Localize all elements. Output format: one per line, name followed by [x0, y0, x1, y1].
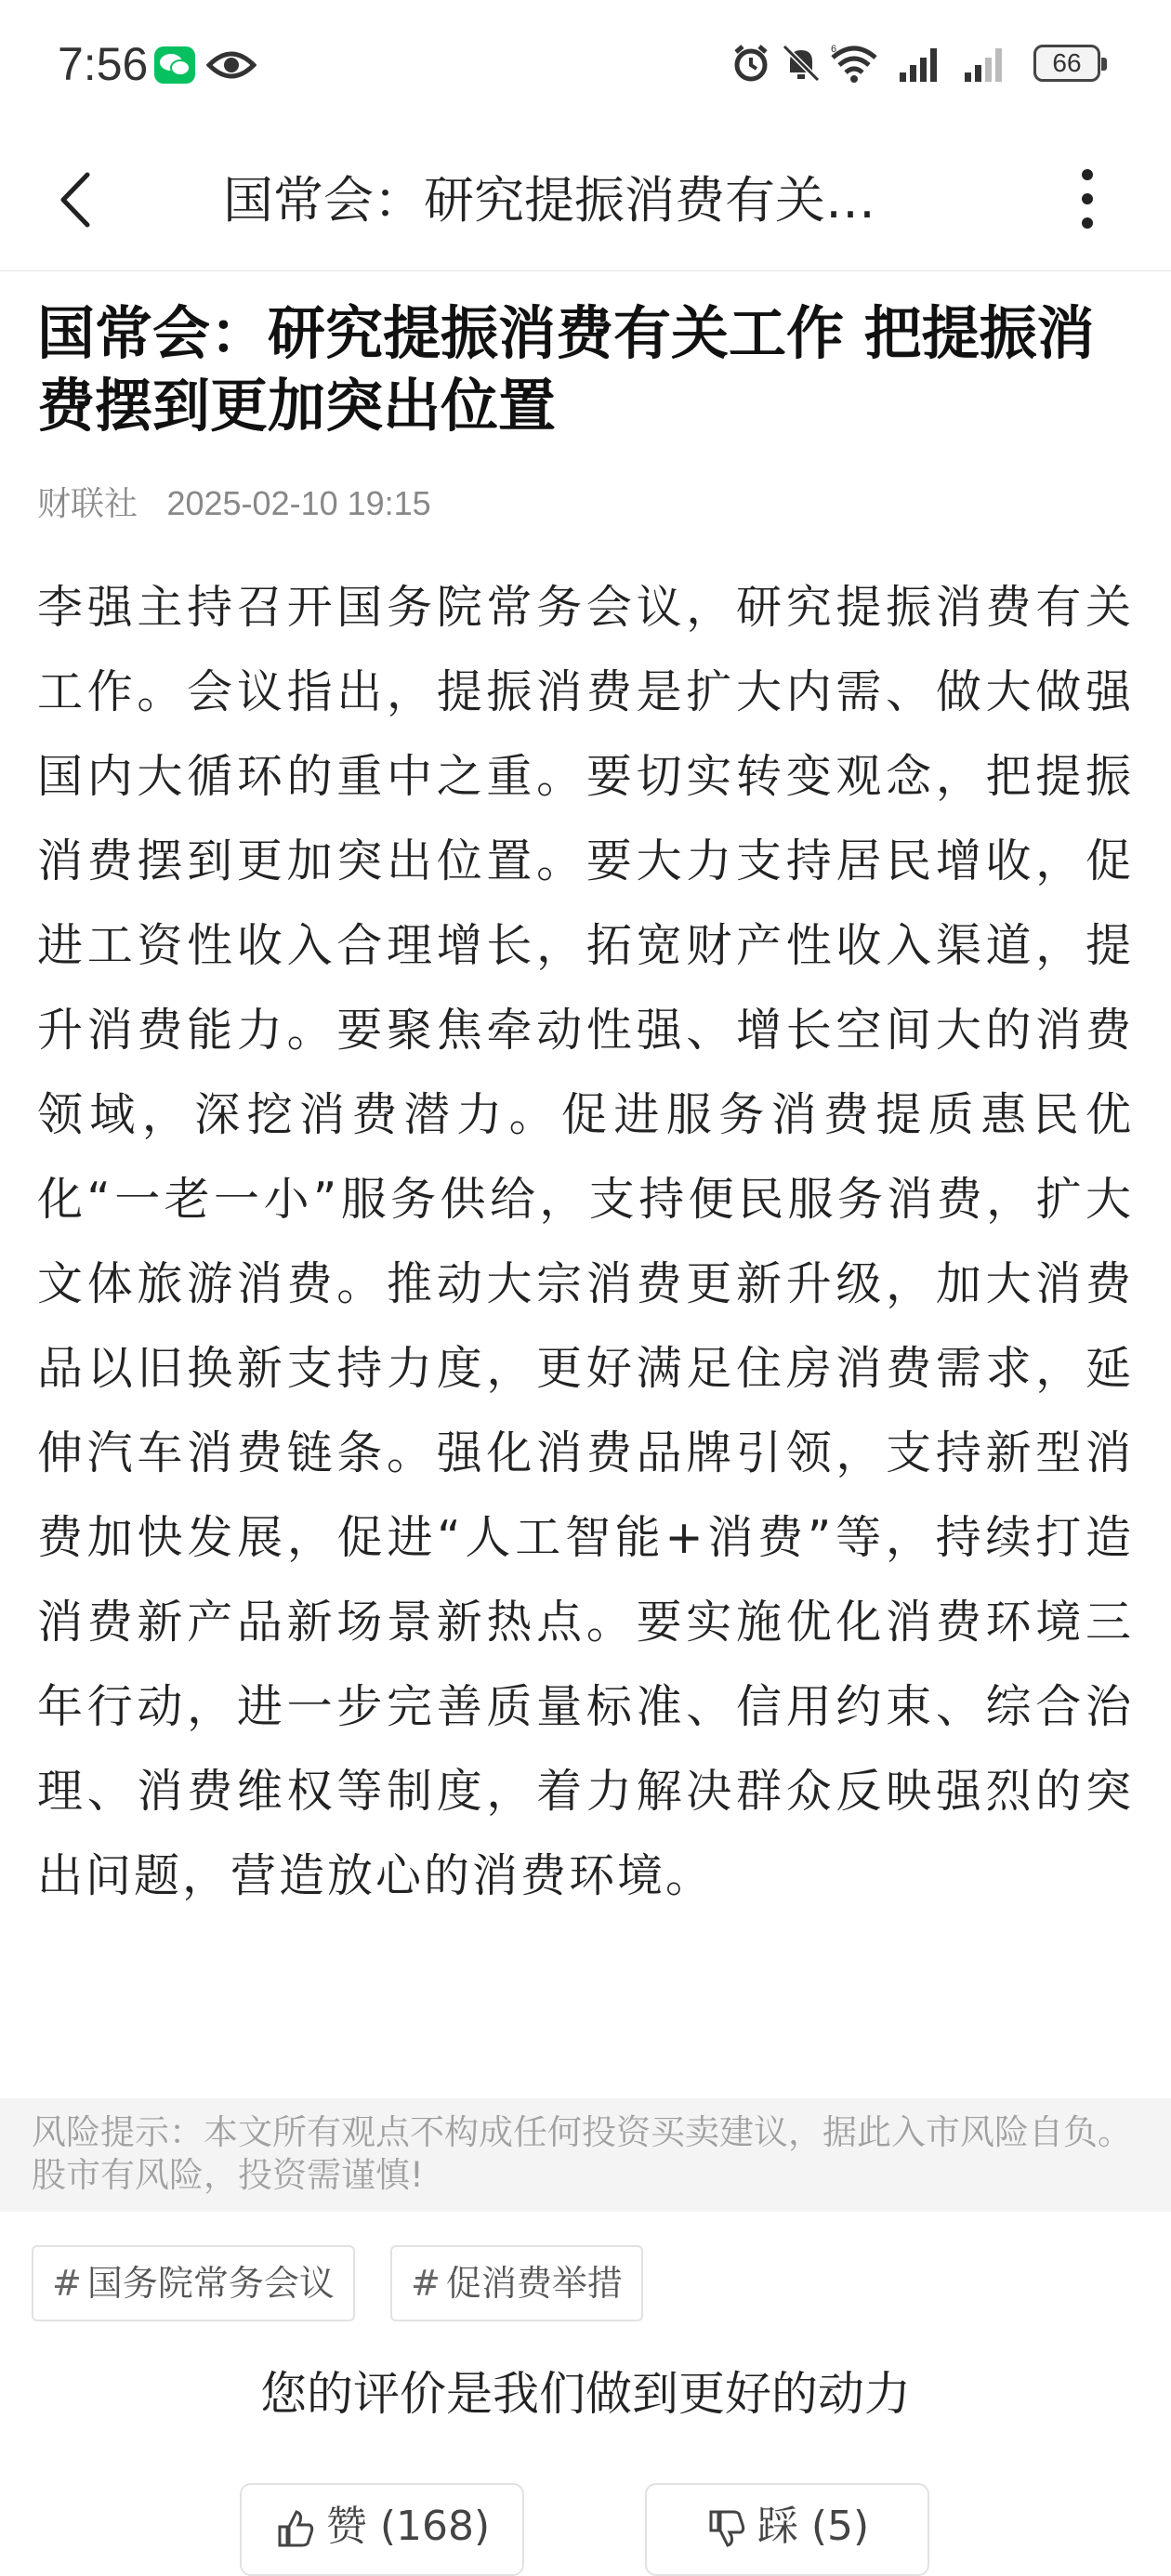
nav-bar	[0, 130, 1171, 271]
back-icon[interactable]	[54, 167, 100, 236]
hash-icon: #	[411, 2263, 441, 2304]
dislike-label: 踩 (5)	[757, 2503, 870, 2550]
risk-notice: 风险提示：本文所有观点不构成任何投资买卖建议，据此入市风险自负。股市有风险，投资需谨慎!	[0, 2098, 1171, 2212]
wifi-icon	[829, 43, 879, 87]
alarm-icon	[730, 43, 771, 87]
article-title: 国常会：研究提振消费有关工作 把提振消费摆到更加突出位置	[37, 299, 1095, 440]
hash-icon: #	[52, 2263, 82, 2304]
like-label: 赞 (168)	[325, 2503, 491, 2550]
article-body: 李强主持召开国务院常务会议，研究提振消费有关工作。会议指出，提振消费是扩大内需、做大做强国内大循环的重中之重。要切实转变观念，把提振消费摆到更加突出位置。要大力支持居民增收，促进工资性收入合理增长，拓宽财产性收入渠道，提升消费能力。要聚焦牵动性强、增长空间大的消费领域，深挖消费潜力。促进服务消费提质惠民优化“一老一小”服务供给，支持便民服务消费，扩大文体旅游消费。推动大宗消费更新升级，加大消费品以旧换新支持力度，更好满足住房消费需求，延伸汽车消费链条。强化消费品牌引领，支持新型消费加快发展，促进“人工智能+消费”等，持续打造消费新产品新场景新热点。要实施优化消费环境三年行动，进一步完善质量标准、信用约束、综合治理、消费维权等制度，着力解决群众反映强烈的突出问题，营造放心的消费环境。	[37, 581, 1134, 1902]
signal-icon	[898, 43, 944, 87]
article-source: 财联社	[37, 485, 138, 523]
tag-consumption-measures[interactable]	[390, 2245, 643, 2321]
tag-label: 促消费举措	[445, 2263, 623, 2304]
tag-state-council-meeting[interactable]	[32, 2245, 355, 2321]
nav-title: 国常会：研究提振消费有关…	[223, 171, 875, 230]
thumbs-down-icon	[705, 2508, 746, 2549]
battery-icon: 66	[1033, 45, 1100, 82]
feedback-prompt: 您的评价是我们做到更好的动力	[260, 2367, 911, 2421]
thumbs-up-icon	[274, 2508, 315, 2549]
tag-label: 国务院常务会议	[86, 2263, 335, 2304]
wechat-icon	[154, 46, 195, 87]
signal-icon-2	[963, 43, 1009, 87]
dislike-button[interactable]	[645, 2483, 929, 2576]
article-datetime: 2025-02-10 19:15	[166, 484, 431, 522]
more-vertical-icon[interactable]	[1069, 164, 1106, 238]
like-button[interactable]	[240, 2483, 524, 2576]
eye-icon	[206, 48, 257, 85]
status-time: 7:56	[58, 38, 149, 90]
mute-icon	[781, 43, 822, 87]
status-bar	[0, 0, 1171, 130]
article-meta	[37, 478, 450, 525]
svg-text:6: 6	[831, 44, 837, 55]
